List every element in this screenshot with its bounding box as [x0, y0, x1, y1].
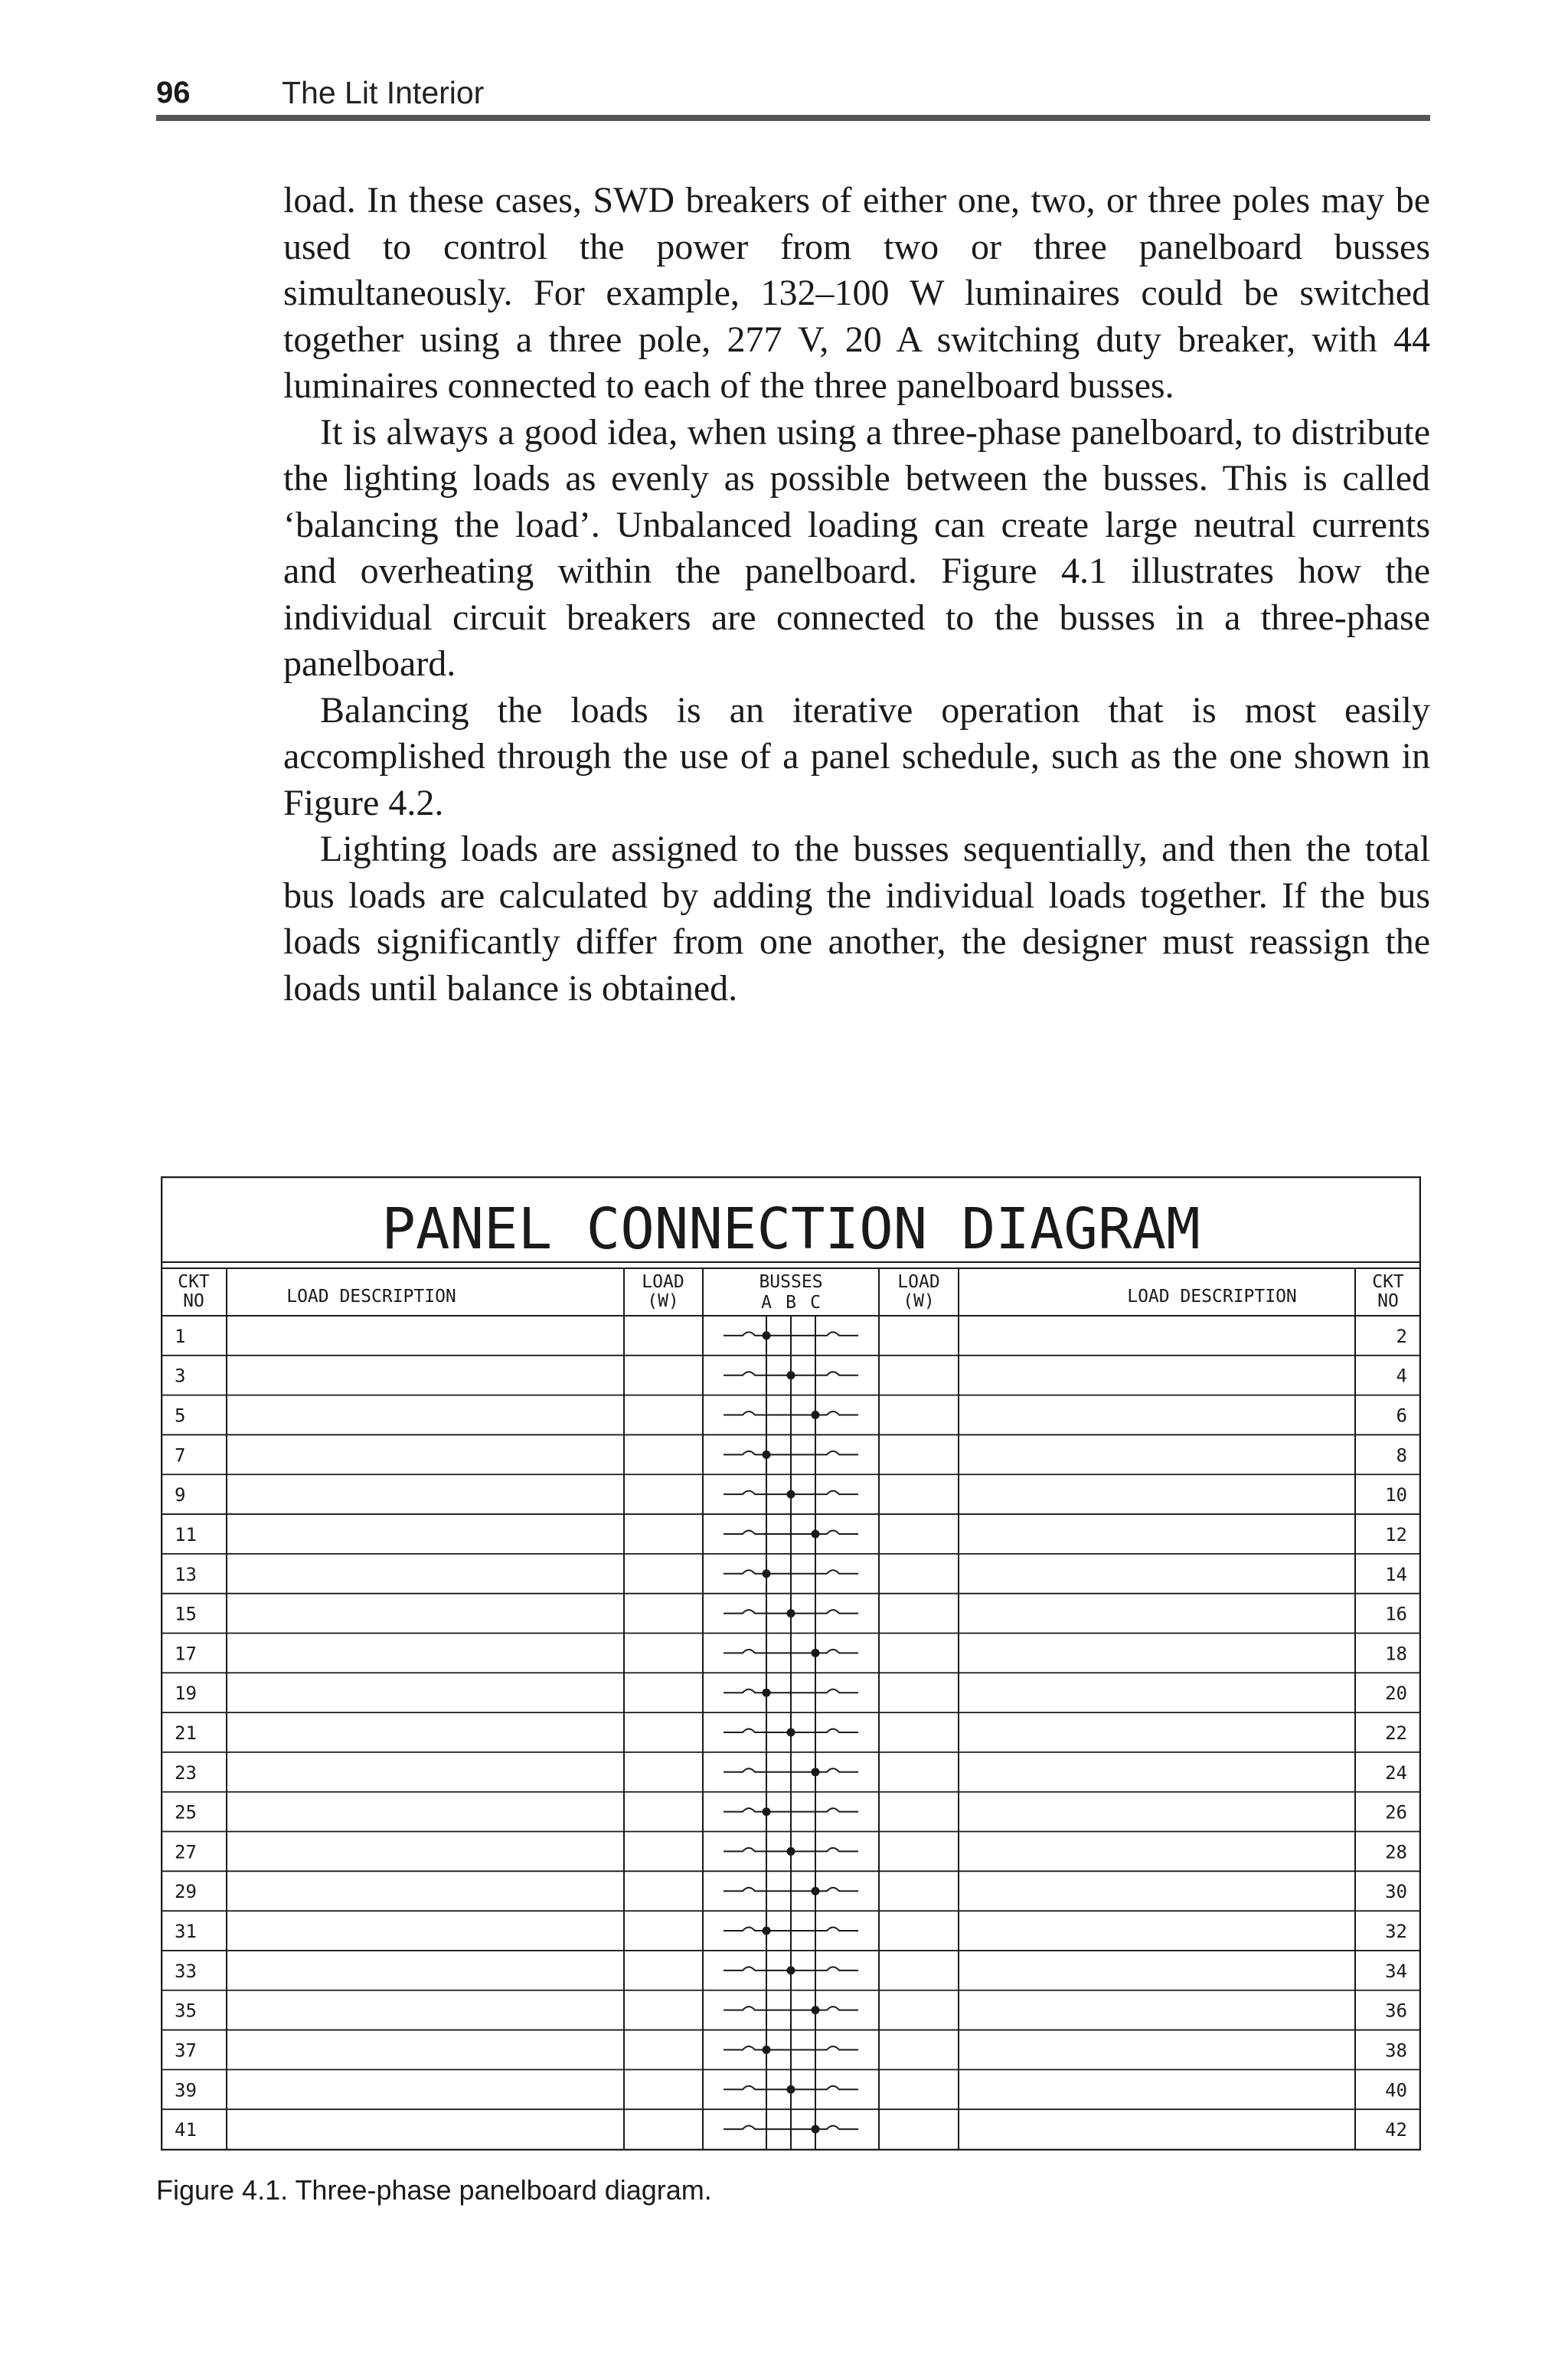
breaker-left	[724, 1332, 766, 1336]
breaker-left	[724, 1650, 815, 1653]
bus-connection-dot	[787, 1490, 795, 1499]
breaker-left	[724, 2007, 815, 2010]
breaker-left	[724, 2046, 766, 2050]
page-number: 96	[156, 76, 191, 110]
breaker-left	[724, 2126, 815, 2130]
circuit-number-right: 16	[1385, 1603, 1407, 1625]
bus-connection-dot	[763, 1331, 771, 1339]
breaker-right	[766, 2046, 858, 2050]
breaker-left	[724, 1928, 766, 1931]
bus-connection-dot	[787, 1609, 795, 1617]
circuit-number-left: 1	[175, 1325, 186, 1347]
circuit-number-left: 27	[175, 1841, 197, 1863]
circuit-number-right: 30	[1385, 1881, 1407, 1903]
circuit-number-right: 42	[1385, 2119, 1407, 2141]
breaker-left	[724, 1570, 766, 1574]
breaker-right	[815, 2007, 858, 2010]
circuit-number-left: 33	[175, 1960, 197, 1982]
circuit-number-right: 18	[1385, 1643, 1407, 1665]
bus-connection-dot	[763, 1569, 771, 1578]
bus-connection-dot	[812, 1529, 820, 1538]
breaker-right	[791, 1848, 858, 1852]
breaker-right	[815, 1888, 858, 1892]
bus-connection-dot	[812, 2006, 820, 2014]
breaker-right	[815, 1650, 858, 1653]
breaker-right	[791, 2086, 858, 2090]
breaker-left	[724, 1888, 815, 1892]
bus-connection-dot	[763, 1451, 771, 1459]
circuit-number-right: 32	[1385, 1921, 1407, 1943]
breaker-left	[724, 1808, 766, 1812]
diagram-svg	[161, 1176, 1421, 2151]
bus-connection-dot	[763, 2046, 771, 2054]
circuit-number-left: 39	[175, 2079, 197, 2102]
breaker-right	[766, 1928, 858, 1931]
circuit-number-right: 20	[1385, 1683, 1407, 1705]
circuit-number-left: 37	[175, 2039, 197, 2062]
circuit-number-right: 2	[1396, 1325, 1407, 1347]
circuit-number-left: 5	[175, 1405, 186, 1427]
circuit-number-right: 10	[1385, 1484, 1407, 1506]
circuit-number-right: 22	[1385, 1722, 1407, 1744]
breaker-left	[724, 1530, 815, 1534]
bus-connection-dot	[763, 1807, 771, 1816]
header-bus-b: B	[786, 1293, 796, 1313]
paragraph-1: load. In these cases, SWD breakers of either one, two, or three poles may be used to control the power from two or three panelboard busses simultaneously. For example, 132–100 W luminaires could be switched together using a three pole, 277 V, 20 A switching duty breaker, with 44 luminaires connected to each of the three panelboard busses.	[283, 180, 1430, 406]
breaker-right	[815, 2126, 858, 2130]
circuit-number-right: 8	[1396, 1444, 1407, 1467]
paragraph-3: Balancing the loads is an iterative operation that is most easily accomplished through the use of a panel schedule, such as the one shown in Figure 4.2.	[283, 689, 1430, 823]
bus-connection-dot	[812, 1887, 820, 1895]
paragraph-4: Lighting loads are assigned to the busses sequentially, and then the total bus loads are calculated by adding the individual loads together. If the bus loads significantly differ from one another, the designer must reassign the loads until balance is obtained.	[283, 829, 1430, 1009]
breaker-left	[724, 1689, 766, 1693]
circuit-number-left: 29	[175, 1881, 197, 1903]
breaker-right	[791, 1967, 858, 1971]
breaker-right	[766, 1808, 858, 1812]
breaker-right	[791, 1610, 858, 1614]
header-bus-a: A	[761, 1293, 772, 1313]
breaker-right	[791, 1729, 858, 1733]
breaker-right	[766, 1451, 858, 1455]
breaker-left	[724, 2086, 791, 2090]
breaker-left	[724, 1610, 791, 1614]
breaker-left	[724, 1848, 791, 1852]
circuit-number-right: 26	[1385, 1801, 1407, 1823]
bus-connection-dot	[787, 1371, 795, 1379]
header-load-left-1: LOAD	[642, 1272, 684, 1292]
circuit-number-right: 6	[1396, 1405, 1407, 1427]
header-ckt-right-2: NO	[1377, 1291, 1399, 1311]
header-bus-c: C	[810, 1293, 821, 1313]
bus-connection-dot	[812, 1768, 820, 1776]
circuit-number-right: 40	[1385, 2079, 1407, 2102]
bus-connection-dot	[787, 1729, 795, 1737]
panel-connection-diagram	[161, 1176, 1421, 2151]
page-header	[156, 74, 1430, 119]
breaker-right	[815, 1411, 858, 1415]
breaker-right	[815, 1530, 858, 1534]
body-text	[283, 178, 1430, 1012]
diagram-title: PANEL CONNECTION DIAGRAM	[381, 1196, 1200, 1262]
circuit-number-left: 13	[175, 1563, 197, 1585]
circuit-number-right: 24	[1385, 1761, 1407, 1784]
circuit-number-left: 31	[175, 1921, 197, 1943]
header-ckt-left-1: CKT	[178, 1272, 210, 1292]
circuit-number-right: 38	[1385, 2039, 1407, 2062]
breaker-left	[724, 1768, 815, 1772]
circuit-number-left: 7	[175, 1444, 186, 1467]
running-title: The Lit Interior	[282, 75, 485, 110]
header-load-description-right: LOAD DESCRIPTION	[1127, 1287, 1297, 1307]
bus-connection-dot	[812, 1411, 820, 1419]
circuit-number-left: 35	[175, 2000, 197, 2022]
circuit-number-left: 11	[175, 1523, 197, 1545]
breaker-left	[724, 1451, 766, 1455]
header-load-description-left: LOAD DESCRIPTION	[286, 1287, 456, 1307]
breaker-right	[791, 1372, 858, 1375]
header-load-right-2: (W)	[903, 1291, 935, 1311]
figure-caption: Figure 4.1. Three-phase panelboard diagram.	[156, 2174, 712, 2206]
circuit-number-right: 36	[1385, 2000, 1407, 2022]
circuit-number-right: 34	[1385, 1960, 1407, 1982]
bus-connection-dot	[812, 1649, 820, 1657]
breaker-right	[791, 1491, 858, 1495]
circuit-number-left: 41	[175, 2119, 197, 2141]
circuit-number-left: 9	[175, 1484, 186, 1506]
bus-connection-dot	[763, 1927, 771, 1935]
breaker-left	[724, 1967, 791, 1971]
circuit-number-left: 19	[175, 1683, 197, 1705]
header-rule	[156, 115, 1430, 121]
circuit-number-left: 15	[175, 1603, 197, 1625]
circuit-number-left: 23	[175, 1761, 197, 1784]
breaker-right	[766, 1332, 858, 1336]
bus-connection-dot	[787, 1966, 795, 1974]
header-load-left-2: (W)	[647, 1291, 679, 1311]
header-ckt-right-1: CKT	[1372, 1272, 1404, 1292]
header-busses: BUSSES	[759, 1272, 823, 1292]
bus-connection-dot	[763, 1689, 771, 1697]
breaker-left	[724, 1729, 791, 1733]
header-load-right-1: LOAD	[897, 1272, 940, 1292]
circuit-number-right: 12	[1385, 1523, 1407, 1545]
circuit-number-right: 28	[1385, 1841, 1407, 1863]
circuit-number-left: 21	[175, 1722, 197, 1744]
paragraph-2: It is always a good idea, when using a three-phase panelboard, to distribute the lighting loads as evenly as possible between the busses. This is called ‘balancing the load’. Unbalanced loading can create large neutral currents and overheating within the panelboard. Figure 4.1 illustrates how the individual circuit breakers are connected to the busses in a three-phase panelboard.	[283, 411, 1430, 684]
circuit-number-right: 4	[1396, 1365, 1407, 1387]
breaker-right	[766, 1570, 858, 1574]
breaker-right	[766, 1689, 858, 1693]
bus-connection-dot	[812, 2125, 820, 2134]
bus-connection-dot	[787, 1847, 795, 1856]
breaker-right	[815, 1768, 858, 1772]
circuit-number-right: 14	[1385, 1563, 1407, 1585]
breaker-left	[724, 1372, 791, 1375]
bus-connection-dot	[787, 2085, 795, 2094]
circuit-number-left: 25	[175, 1801, 197, 1823]
circuit-number-left: 3	[175, 1365, 186, 1387]
breaker-left	[724, 1411, 815, 1415]
header-ckt-left-2: NO	[183, 1291, 204, 1311]
circuit-number-left: 17	[175, 1643, 197, 1665]
breaker-left	[724, 1491, 791, 1495]
